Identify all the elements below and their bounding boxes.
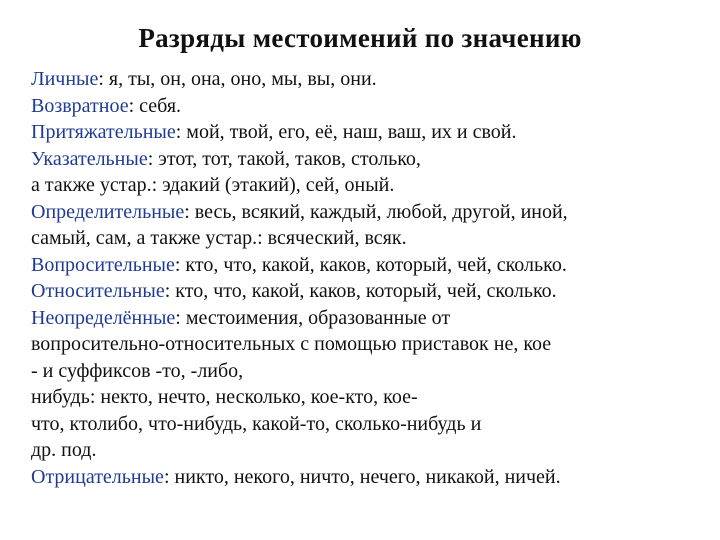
category-examples: самый, сам, а также устар.: всяческий, всяк. [31, 227, 407, 249]
entry-line [31, 199, 701, 226]
list-item-interrogative [31, 252, 701, 279]
category-term: Притяжательные [31, 121, 176, 143]
category-term: Относительные [31, 280, 165, 302]
entry-line [31, 358, 701, 385]
category-examples: нибудь: некто, нечто, несколько, кое-кто, кое- [31, 386, 418, 408]
entry-line [31, 411, 701, 438]
category-examples: вопросительно-относительных с помощью приставок не, кое [31, 333, 552, 355]
list-item-demonstrative-archaic [31, 172, 701, 199]
category-term: Неопределённые [31, 306, 176, 329]
list-item-personal [31, 66, 701, 93]
category-term: Указательные [31, 147, 148, 170]
category-term: Возвратное [31, 94, 129, 117]
category-examples: : себя. [128, 94, 182, 117]
pronoun-categories-list [31, 66, 701, 490]
entry-line [31, 172, 701, 199]
list-item-indefinite [31, 305, 701, 464]
category-term: Вопросительные [31, 253, 175, 276]
list-item-negative [31, 464, 701, 491]
category-examples: : мой, твой, его, её, наш, ваш, их и свой. [175, 121, 517, 143]
category-examples: : этот, тот, такой, таков, столько, [147, 147, 421, 170]
list-item-demonstrative [31, 146, 701, 173]
category-term: Личные [31, 68, 99, 90]
entry-line [31, 331, 701, 358]
category-examples: - и суффиксов -то, -либо, [31, 359, 244, 382]
entry-line [31, 305, 701, 332]
entry-line [31, 119, 701, 146]
list-item-reflexive [31, 93, 701, 120]
page-title: Разряды местоимений по значению [138, 23, 582, 53]
category-examples: : весь, всякий, каждый, любой, другой, иной, [184, 200, 568, 223]
entry-line [31, 146, 701, 173]
entry-line [31, 278, 701, 305]
category-examples: : кто, что, какой, каков, который, чей, сколько. [174, 253, 567, 276]
category-examples: что, ктолибо, что-нибудь, какой-то, сколько-нибудь и [31, 412, 482, 435]
entry-line [31, 66, 701, 93]
category-examples: : я, ты, он, она, оно, мы, вы, они. [98, 68, 377, 90]
entry-line [31, 93, 701, 120]
category-examples: а также устар.: эдакий (этакий), сей, оный. [31, 174, 395, 196]
list-item-determinative [31, 199, 701, 252]
entry-line [31, 437, 701, 464]
entry-line [31, 464, 701, 491]
category-term: Отрицательные [31, 465, 164, 488]
entry-line [31, 252, 701, 279]
entry-line [31, 225, 701, 252]
list-item-possessive [31, 119, 701, 146]
category-examples: : местоимения, образованные от [175, 306, 451, 329]
entry-line [31, 384, 701, 411]
category-examples: : никто, некого, ничто, нечего, никакой, ничей. [163, 465, 561, 488]
category-term: Определительные [31, 200, 185, 223]
category-examples: др. под. [31, 439, 97, 461]
category-examples: : кто, что, какой, каков, который, чей, сколько. [164, 280, 557, 302]
list-item-relative [31, 278, 701, 305]
